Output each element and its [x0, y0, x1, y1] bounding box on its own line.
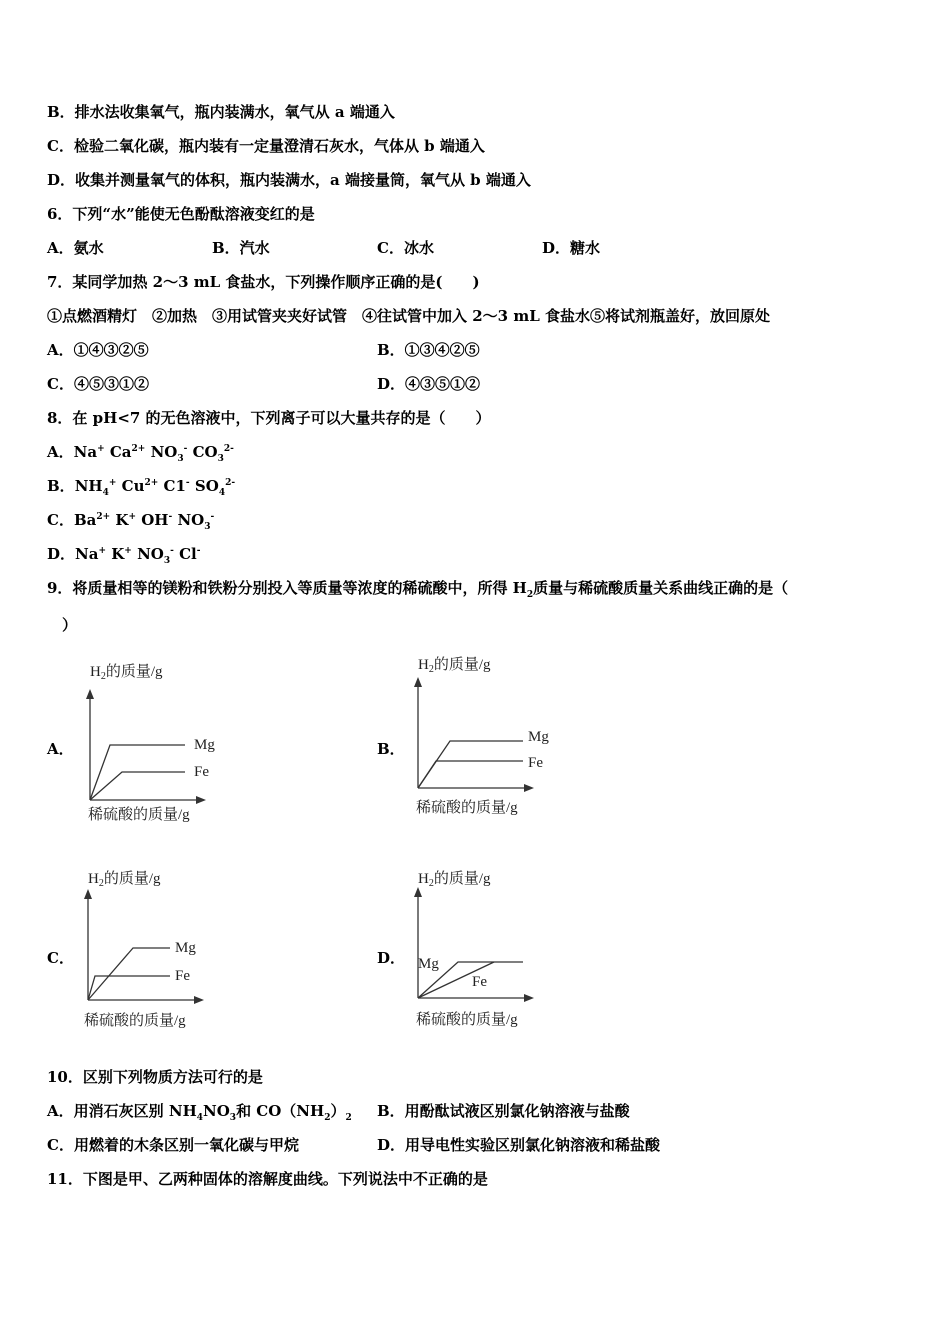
fe-curve — [88, 976, 170, 1000]
q6-stem: 6．下列“水”能使无色酚酞溶液变红的是 — [47, 205, 315, 223]
q10-stem: 10．区别下列物质方法可行的是 — [47, 1068, 263, 1086]
q9-stem: 9．将质量相等的镁粉和铁粉分别投入等质量等浓度的稀硫酸中，所得 $H_2$质量与稀硫酸质量关系曲线正确的是（ — [47, 579, 789, 600]
y-axis-label: $H_2$的质量/g — [418, 657, 491, 675]
x-axis-label: 稀硫酸的质量/g — [416, 1012, 518, 1028]
y-axis-label: $H_2$的质量/g — [418, 871, 491, 889]
y-axis-arrow — [414, 887, 422, 897]
fe-label: Fe — [528, 755, 543, 771]
q7-option-a: A．①④③②⑤ — [47, 341, 149, 359]
q8-option-c: C．$Ba^{2+}$ K+ OH- $NO_3^-$ — [47, 511, 215, 532]
q7-option-b: B．①③④②⑤ — [377, 341, 480, 359]
x-axis-arrow — [524, 994, 534, 1002]
q9-graph-a-label: A． — [47, 740, 74, 758]
mg-label: Mg — [418, 956, 439, 972]
q5-option-c: C．检验二氧化碳，瓶内装有一定量澄清石灰水，气体从 b 端通入 — [47, 137, 485, 155]
q9-graph-a — [80, 655, 250, 830]
fe-label: Fe — [194, 764, 209, 780]
q9-graph-b-label: B． — [377, 740, 405, 758]
mg-label: Mg — [528, 729, 549, 745]
q9-graph-c — [78, 862, 248, 1037]
q6-option-a: A．氨水 — [47, 239, 104, 257]
y-axis-arrow — [84, 889, 92, 899]
q7-steps: ①点燃酒精灯 ②加热 ③用试管夹夹好试管 ④往试管中加入 2～3 mL 食盐水⑤将试剂瓶盖好，放回原处 — [47, 307, 770, 325]
x-axis-arrow — [196, 796, 206, 804]
x-axis-arrow — [194, 996, 204, 1004]
q5-option-b: B．排水法收集氧气，瓶内装满水，氧气从 a 端通入 — [47, 103, 395, 121]
fe-label: Fe — [472, 974, 487, 990]
q6-option-d: D．糖水 — [542, 239, 601, 257]
q6-option-b: B．汽水 — [212, 239, 270, 257]
y-axis-arrow — [86, 689, 94, 699]
q10-option-d: D．用导电性实验区别氯化钠溶液和稀盐酸 — [377, 1136, 661, 1154]
q7-stem: 7．某同学加热 2～3 mL 食盐水，下列操作顺序正确的是( ) — [47, 273, 480, 291]
q8-option-d: D．Na+ K+ $NO_3^-$ Cl- — [47, 545, 201, 566]
q5-option-d: D．收集并测量氧气的体积，瓶内装满水，a 端接量筒，氧气从 b 端通入 — [47, 171, 531, 189]
q6-option-c: C．冰水 — [377, 239, 434, 257]
q10-option-a: A．用消石灰区别 $NH_4NO_3$和 $CO(NH_2)_2$ — [47, 1102, 352, 1123]
q7-option-c: C．④⑤③①② — [47, 375, 149, 393]
q10-option-b: B．用酚酞试液区别氯化钠溶液与盐酸 — [377, 1102, 630, 1120]
q9-graph-b — [408, 648, 578, 823]
q11-stem: 11．下图是甲、乙两种固体的溶解度曲线。下列说法中不正确的是 — [47, 1170, 488, 1188]
mg-label: Mg — [175, 940, 196, 956]
q9-graph-c-label: C． — [47, 949, 74, 967]
q8-option-b: B．$NH_4^+$ $Cu^{2+}$ C1- $SO_4^{2-}$ — [47, 477, 236, 498]
mg-curve — [88, 948, 170, 1000]
x-axis-label: 稀硫酸的质量/g — [416, 800, 518, 816]
x-axis-label: 稀硫酸的质量/g — [88, 807, 190, 823]
y-axis-label: $H_2$的质量/g — [90, 664, 163, 682]
q10-option-c: C．用燃着的木条区别一氧化碳与甲烷 — [47, 1136, 299, 1154]
q9-graph-d — [408, 862, 578, 1037]
fe-curve — [418, 761, 523, 788]
fe-curve — [90, 772, 185, 800]
y-axis-label: $H_2$的质量/g — [88, 871, 161, 889]
x-axis-label: 稀硫酸的质量/g — [84, 1013, 186, 1029]
fe-label: Fe — [175, 968, 190, 984]
y-axis-arrow — [414, 677, 422, 687]
q8-option-a: A．Na+ $Ca^{2+}$ $NO_3^-$ $CO_3^{2-}$ — [47, 443, 234, 464]
mg-label: Mg — [194, 737, 215, 753]
x-axis-arrow — [524, 784, 534, 792]
q8-stem: 8．在 pH<7 的无色溶液中，下列离子可以大量共存的是（ ） — [47, 409, 491, 427]
q9-stem-close: ） — [62, 616, 78, 634]
q9-graph-d-label: D． — [377, 949, 406, 967]
q7-option-d: D．④③⑤①② — [377, 375, 481, 393]
